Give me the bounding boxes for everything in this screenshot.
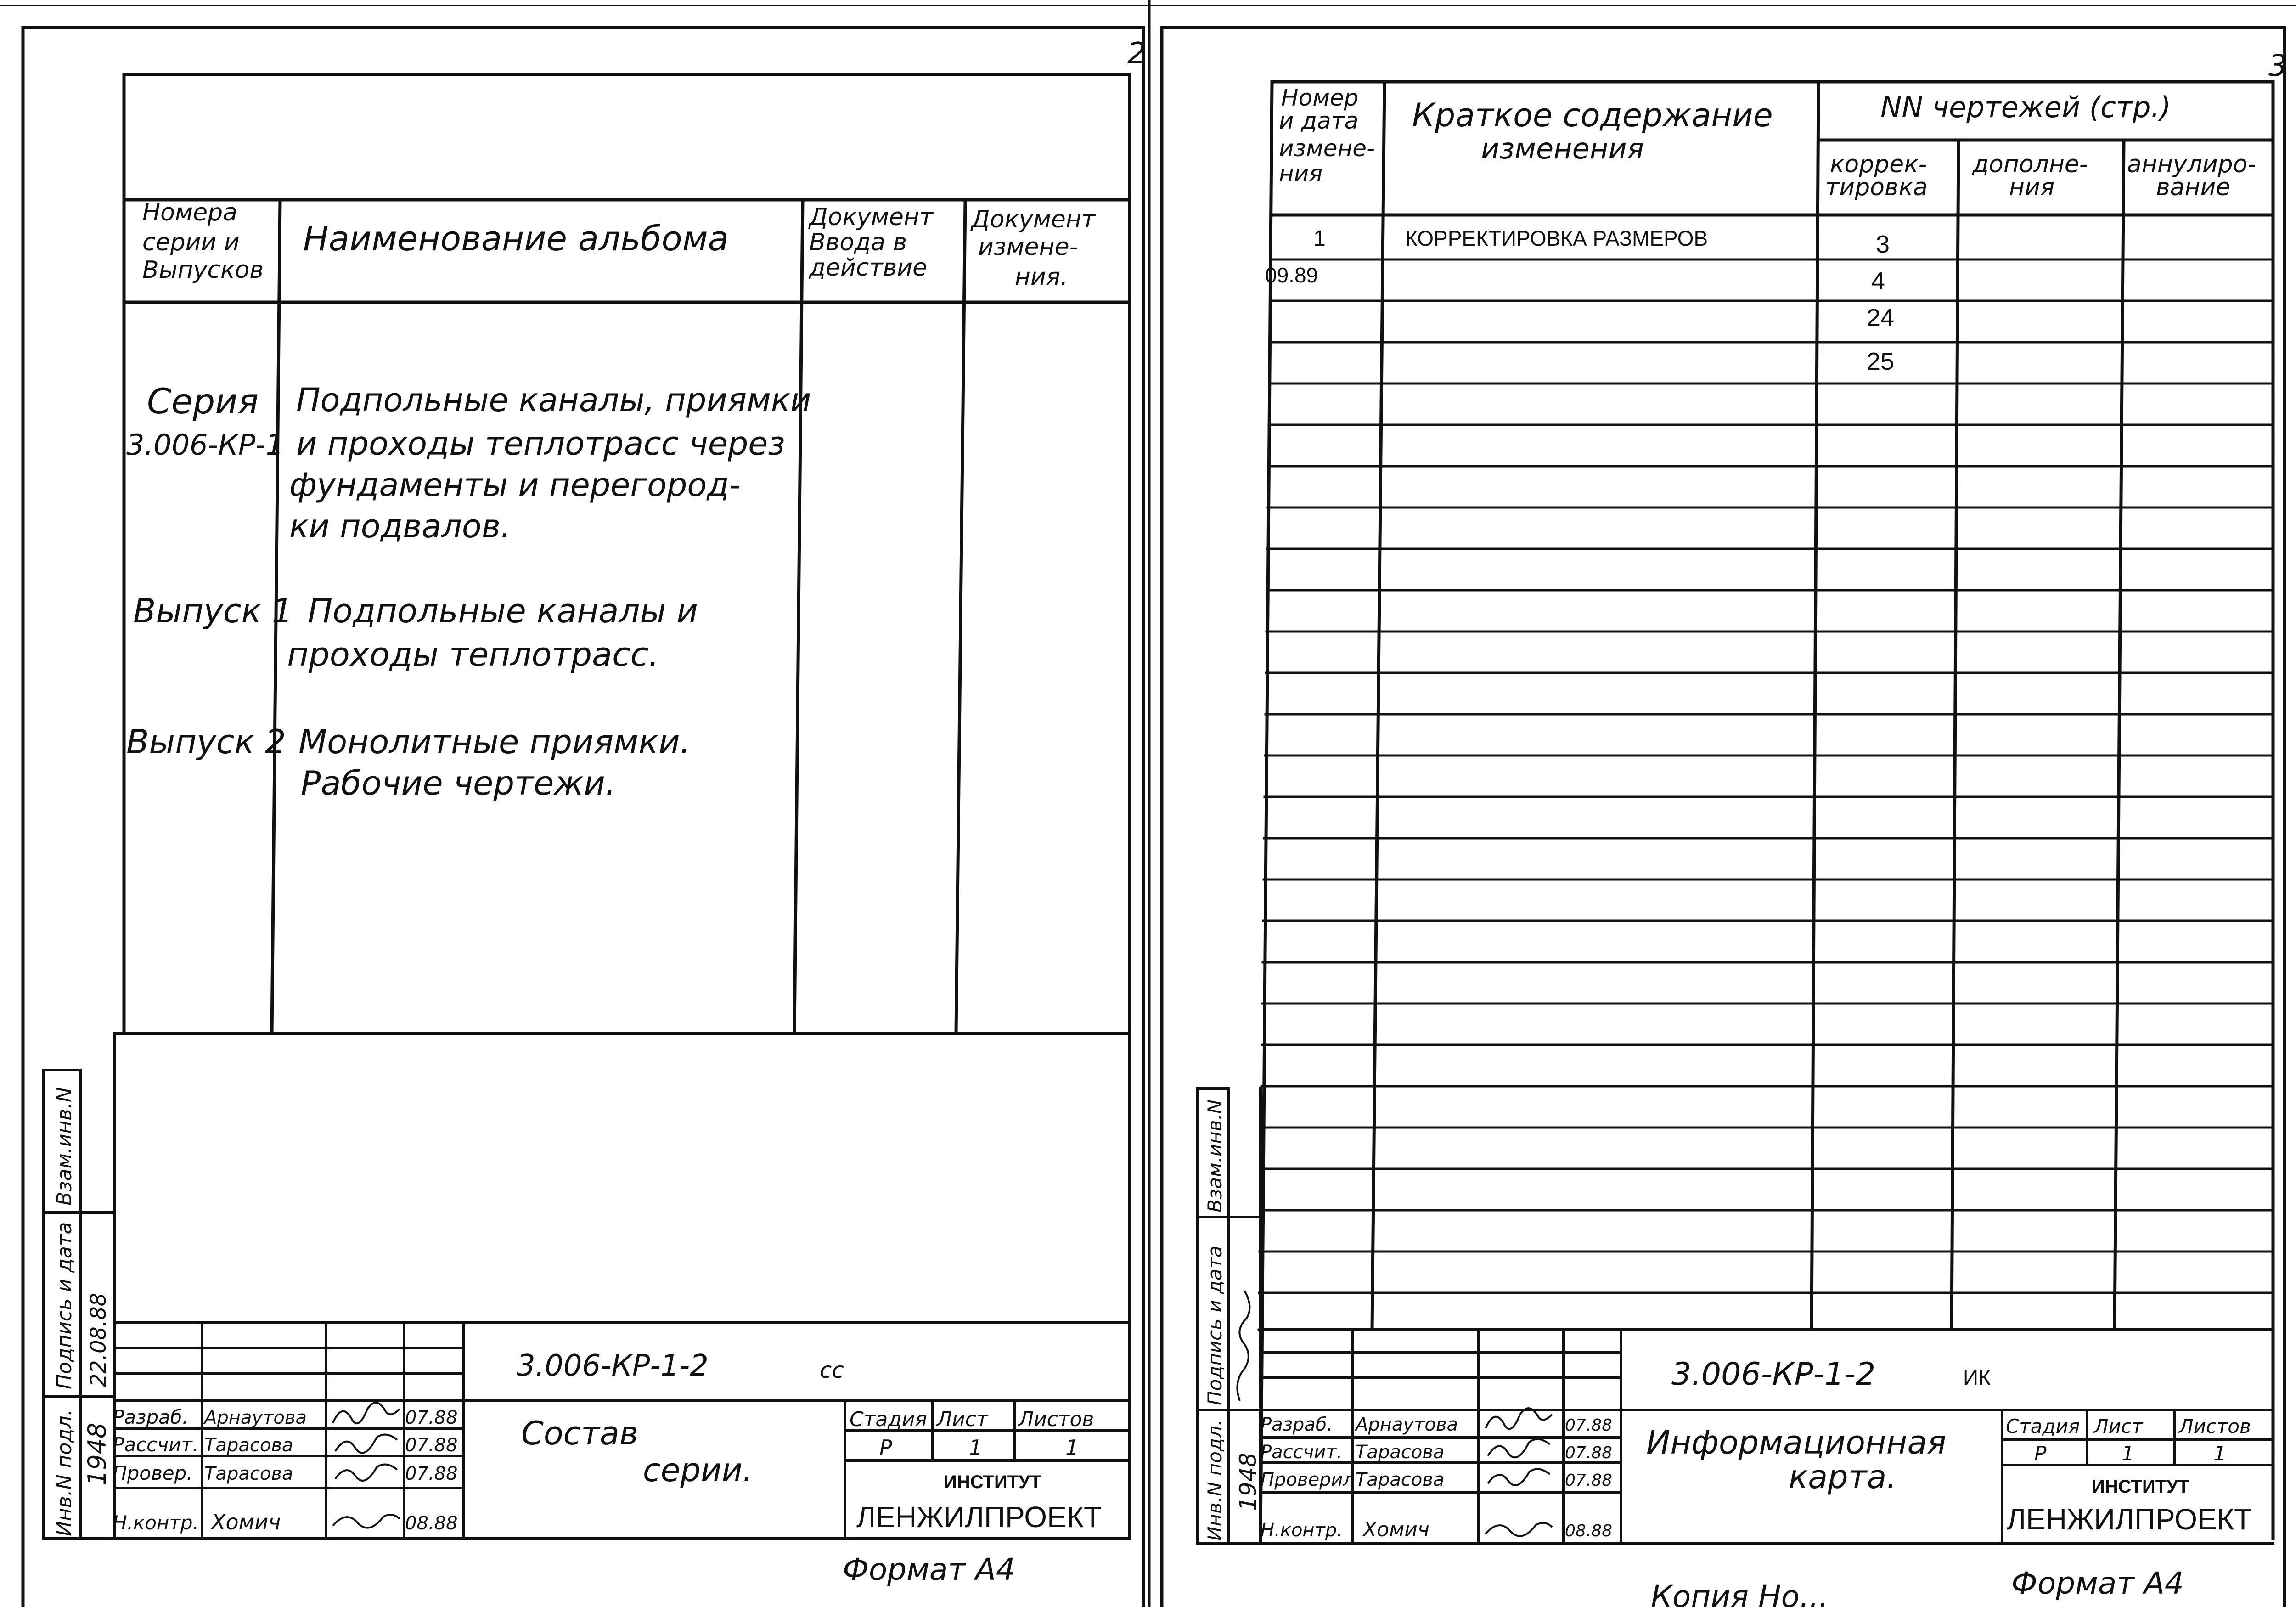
svg-text:4: 4 [1871, 267, 1885, 295]
institute-label: ИНСТИТУТ [2092, 1477, 2189, 1497]
svg-text:Арнаутова: Арнаутова [204, 1407, 307, 1428]
svg-text:07.88: 07.88 [1565, 1471, 1613, 1490]
svg-text:25: 25 [1867, 348, 1895, 375]
svg-text:Хомич: Хомич [1363, 1518, 1429, 1541]
inv-podl-value: 1948 [83, 1422, 112, 1486]
title-block-name-line-2: карта. [1789, 1458, 1897, 1496]
svg-text:07.88: 07.88 [1565, 1416, 1613, 1435]
table-row [1867, 348, 1894, 375]
svg-text:изменения: изменения [1481, 132, 1644, 165]
svg-text:коррек-: коррек- [1830, 151, 1927, 178]
institute-name: ЛЕНЖИЛПРОЕКТ [2007, 1503, 2252, 1536]
table-row [1867, 304, 1894, 332]
svg-text:Номер: Номер [1281, 85, 1359, 111]
svg-text:3.006-КР-1: 3.006-КР-1 [126, 428, 284, 462]
svg-text:Листов: Листов [1019, 1408, 1094, 1431]
svg-text:Рассчит.: Рассчит. [1261, 1442, 1343, 1463]
svg-text:1: 1 [1065, 1435, 1079, 1460]
svg-text:1: 1 [1313, 226, 1326, 251]
svg-text:Краткое содержание: Краткое содержание [1412, 96, 1773, 134]
svg-text:24: 24 [1867, 304, 1895, 332]
svg-text:Подпольные каналы, приямки: Подпольные каналы, приямки [296, 381, 811, 419]
svg-text:Лист: Лист [2094, 1415, 2143, 1438]
subheader-correction [1825, 151, 1928, 201]
svg-text:серии и: серии и [142, 229, 240, 256]
svg-text:Стадия: Стадия [850, 1408, 927, 1431]
svg-text:ния: ния [1279, 160, 1323, 187]
svg-text:Документ: Документ [809, 203, 934, 231]
svg-text:Выпуск 2: Выпуск 2 [126, 722, 286, 761]
format-label: Формат А4 [843, 1552, 1015, 1587]
svg-text:Монолитные приямки.: Монолитные приямки. [298, 722, 691, 761]
svg-text:Стадия: Стадия [2006, 1415, 2080, 1438]
vzam-inv-label: Взам.инв.N [53, 1087, 76, 1206]
title-block-suffix: ИК [1963, 1365, 1991, 1389]
svg-text:Тарасова: Тарасова [1356, 1469, 1445, 1490]
svg-text:08.88: 08.88 [405, 1513, 458, 1534]
title-block-code: 3.006-КР-1-2 [1671, 1356, 1876, 1393]
svg-text:Ввода в: Ввода в [809, 229, 907, 256]
svg-text:Хомич: Хомич [211, 1510, 281, 1534]
title-block-name-line-2: серии. [643, 1451, 753, 1489]
svg-text:07.88: 07.88 [405, 1435, 458, 1456]
svg-text:Лист: Лист [937, 1408, 988, 1431]
svg-text:вание: вание [2156, 174, 2231, 201]
svg-text:ния: ния [2009, 174, 2055, 201]
svg-text:Рабочие чертежи.: Рабочие чертежи. [301, 764, 616, 802]
svg-text:тировка: тировка [1825, 174, 1928, 201]
svg-text:Разраб.: Разраб. [113, 1406, 189, 1428]
column-header-drawings: NN чертежей (стр.) [1880, 90, 2171, 124]
title-block-name-line-1: Информационная [1646, 1424, 1947, 1461]
svg-text:1: 1 [2213, 1442, 2226, 1466]
svg-text:09.89: 09.89 [1265, 263, 1318, 287]
svg-text:Р: Р [879, 1435, 892, 1460]
svg-text:измене-: измене- [978, 233, 1078, 261]
svg-text:дополне-: дополне- [1972, 151, 2088, 178]
svg-text:Выпусков: Выпусков [142, 256, 264, 284]
svg-text:Проверил: Проверил [1261, 1469, 1355, 1490]
svg-text:07.88: 07.88 [405, 1463, 458, 1484]
title-block-code: 3.006-КР-1-2 [517, 1349, 709, 1383]
svg-text:1: 1 [2122, 1442, 2134, 1466]
svg-text:Р: Р [2034, 1442, 2047, 1466]
svg-text:3: 3 [1876, 231, 1890, 258]
inv-podl-value: 1948 [1235, 1452, 1261, 1511]
svg-text:Подпольные каналы и: Подпольные каналы и [308, 592, 698, 630]
svg-text:действие: действие [809, 254, 928, 282]
inv-podl-label: Инв.N подл. [1204, 1419, 1226, 1541]
svg-text:08.88: 08.88 [1565, 1522, 1613, 1540]
svg-text:Тарасова: Тарасова [204, 1435, 293, 1456]
svg-text:аннулиро-: аннулиро- [2127, 151, 2257, 178]
inv-podl-label: Инв.N подл. [53, 1409, 76, 1536]
column-header-album-name: Наименование альбома [303, 219, 729, 259]
vzam-inv-label: Взам.инв.N [1204, 1099, 1226, 1212]
svg-text:КОРРЕКТИРОВКА РАЗМЕРОВ: КОРРЕКТИРОВКА РАЗМЕРОВ [1405, 226, 1708, 250]
svg-text:Арнаутова: Арнаутова [1356, 1414, 1458, 1435]
svg-text:ки подвалов.: ки подвалов. [289, 507, 511, 545]
institute-label: ИНСТИТУТ [944, 1472, 1041, 1492]
svg-text:Выпуск 1: Выпуск 1 [133, 592, 293, 630]
svg-text:Провер.: Провер. [113, 1462, 193, 1484]
title-block-name-line-1: Состав [521, 1415, 639, 1452]
podpis-data-label: Подпись и дата [1204, 1246, 1226, 1405]
svg-text:фундаменты и перегород-: фундаменты и перегород- [289, 466, 741, 504]
svg-text:07.88: 07.88 [1565, 1443, 1613, 1462]
svg-text:и дата: и дата [1279, 107, 1359, 134]
svg-text:Серия: Серия [147, 381, 259, 422]
svg-text:Документ: Документ [971, 206, 1096, 233]
bottom-note: Копия Но... [1651, 1579, 1829, 1607]
page-number: 3 [2268, 49, 2287, 83]
svg-text:Тарасова: Тарасова [1356, 1442, 1445, 1463]
format-label: Формат А4 [2011, 1566, 2184, 1601]
svg-text:Н.контр.: Н.контр. [113, 1511, 199, 1534]
institute-name: ЛЕНЖИЛПРОЕКТ [856, 1500, 1102, 1534]
svg-text:Разраб.: Разраб. [1261, 1414, 1333, 1435]
svg-text:1: 1 [969, 1435, 983, 1460]
svg-text:измене-: измене- [1279, 135, 1375, 162]
svg-text:и проходы теплотрасс через: и проходы теплотрасс через [296, 425, 785, 462]
svg-text:07.88: 07.88 [405, 1407, 458, 1428]
svg-text:ния.: ния. [1015, 263, 1068, 291]
svg-text:Номера: Номера [142, 199, 238, 226]
svg-text:проходы теплотрасс.: проходы теплотрасс. [287, 635, 659, 674]
podpis-data-value: 22.08.88 [86, 1293, 111, 1387]
svg-text:Листов: Листов [2179, 1415, 2251, 1438]
title-block-suffix: сс [820, 1358, 844, 1383]
svg-text:Тарасова: Тарасова [204, 1463, 293, 1484]
page-number: 2 [1127, 37, 1146, 71]
svg-text:Рассчит.: Рассчит. [113, 1433, 199, 1456]
svg-text:Н.контр.: Н.контр. [1261, 1520, 1343, 1541]
podpis-data-label: Подпись и дата [53, 1222, 76, 1389]
